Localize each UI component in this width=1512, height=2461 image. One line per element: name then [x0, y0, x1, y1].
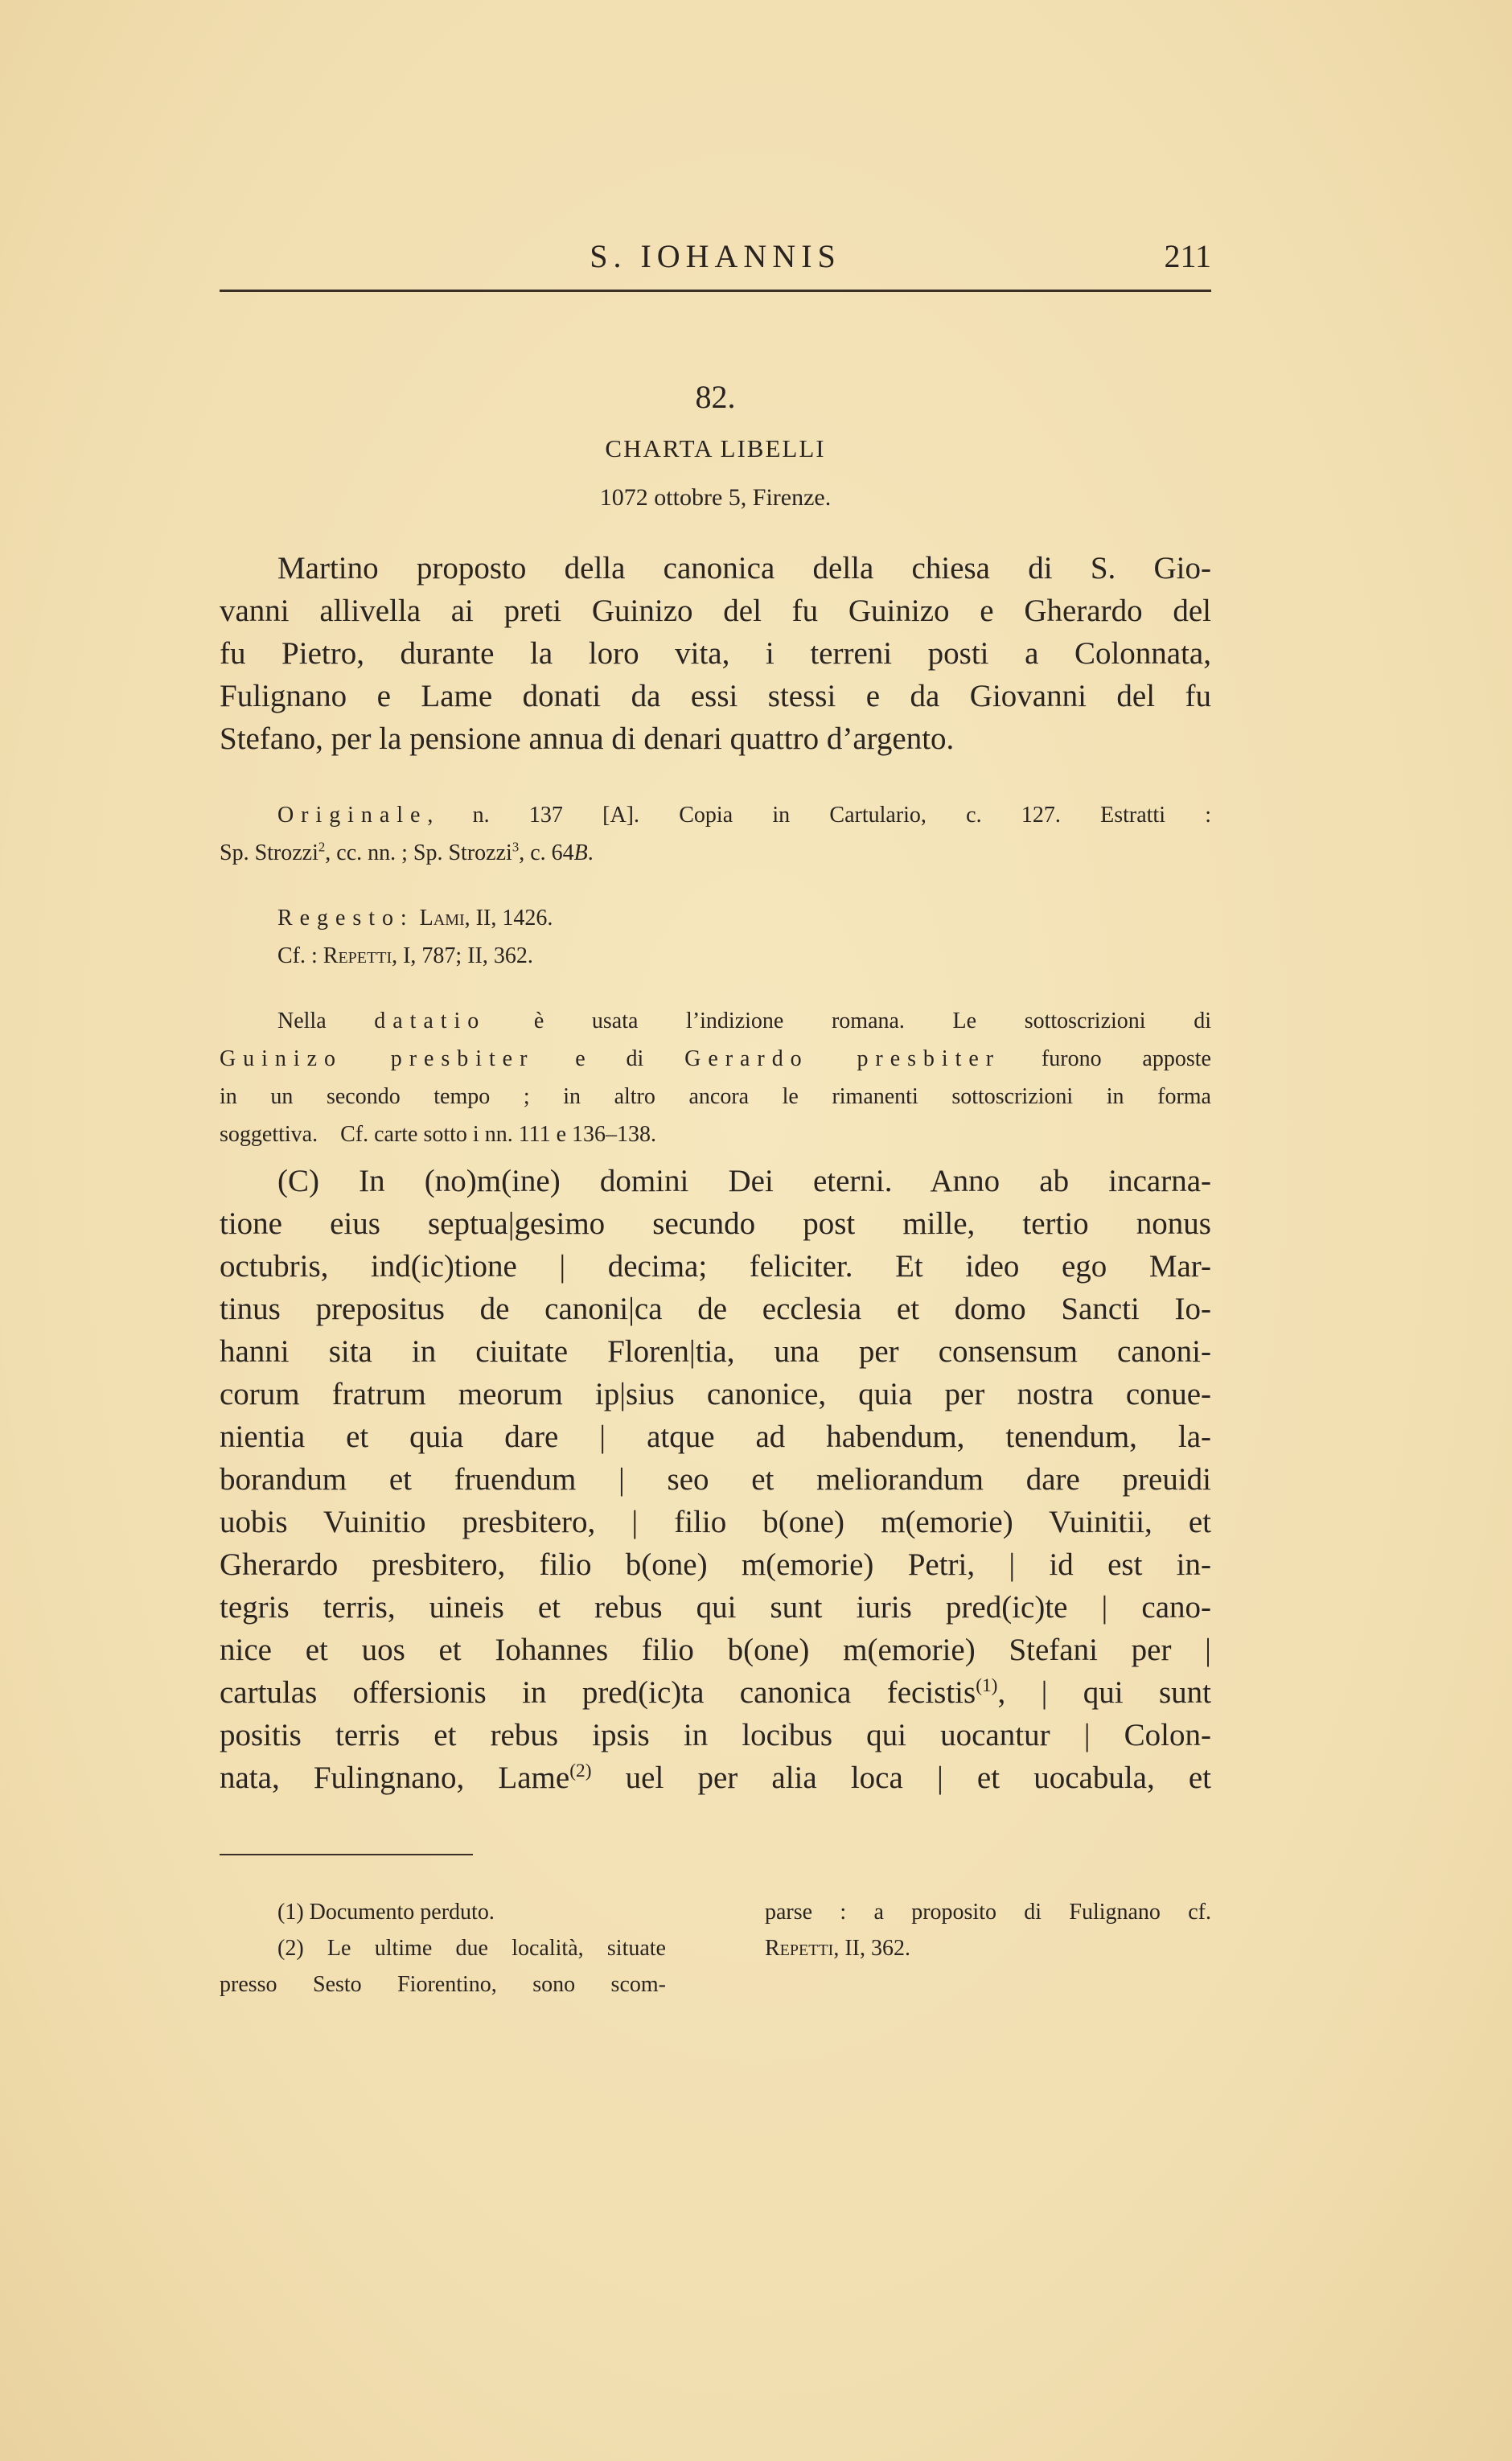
text-line — [220, 1330, 1211, 1373]
text-segment: uel per alia loca | et uocabula, et — [591, 1760, 1212, 1795]
text-segment: Regesto: — [277, 906, 414, 931]
text-segment: . — [587, 840, 594, 865]
text-line — [220, 1671, 1211, 1714]
text-segment: Fulignano e Lame donati da essi stessi e da Giovanni del fu — [220, 679, 1211, 713]
text-segment: (C) In (no)m(ine) domini Dei eterni. Anno ab incarna- — [277, 1164, 1211, 1198]
text-line — [220, 675, 1211, 717]
page-number: 211 — [1164, 238, 1211, 274]
text-segment: nata, Fulingnano, Lame — [220, 1760, 570, 1795]
text-line — [220, 1586, 1211, 1629]
text-segment: parse : a proposito di Fulignano cf. — [765, 1900, 1211, 1925]
footnotes-left-column — [220, 1894, 666, 2003]
text-line — [220, 1160, 1211, 1202]
text-segment: Sp. Strozzi — [220, 840, 318, 865]
text-line — [220, 1202, 1211, 1245]
text-line — [220, 1002, 1211, 1040]
text-segment: (1) Documento perduto. — [277, 1900, 495, 1925]
document-number: 82. — [695, 379, 736, 415]
text-segment — [414, 906, 420, 931]
text-line — [220, 547, 1211, 590]
summary-paragraph — [220, 547, 1211, 760]
text-segment: , I, 787; II, 362. — [392, 943, 533, 968]
text-line — [220, 590, 1211, 632]
text-segment: B — [573, 840, 588, 865]
text-line — [220, 1040, 1211, 1078]
text-segment: octubris, ind(ic)tione | decima; feliciter. Et ideo ego Mar- — [220, 1249, 1211, 1284]
header-rule — [220, 290, 1211, 292]
text-segment: Guinizo presbiter — [220, 1046, 535, 1071]
text-segment: Nella — [277, 1009, 375, 1033]
text-line — [220, 796, 1211, 834]
footnote-rule — [220, 1854, 473, 1855]
text-segment: e di — [534, 1046, 685, 1071]
text-line — [220, 899, 1211, 937]
text-line — [220, 1373, 1211, 1415]
text-segment: hanni sita in ciuitate Floren|tia, una per consensum canoni- — [220, 1334, 1211, 1369]
text-segment: Gherardo presbitero, filio b(one) m(emorie) Petri, | id est in- — [220, 1547, 1211, 1582]
document-date: 1072 ottobre 5, Firenze. — [599, 484, 832, 511]
text-segment: uobis Vuinitio presbitero, | filio b(one) m(emorie) Vuinitii, et — [220, 1505, 1211, 1539]
text-segment: (2) Le ultime due località, situate — [277, 1936, 666, 1961]
text-segment: tione eius septua|gesimo secundo post mille, tertio nonus — [220, 1206, 1211, 1241]
text-line — [765, 1930, 1211, 1966]
text-segment: Originale — [277, 803, 428, 828]
text-segment: è usata l’indizione romana. Le sottoscrizioni di — [486, 1009, 1211, 1033]
text-segment: Repetti — [323, 943, 392, 968]
text-line — [220, 937, 1211, 975]
archival-notes — [220, 796, 1211, 1153]
text-segment: tegris terris, uineis et rebus qui sunt iuris pred(ic)te | cano- — [220, 1590, 1211, 1625]
text-segment: fu Pietro, durante la loro vita, i terreni posti a Colonnata, — [220, 636, 1211, 671]
footnote-ref: 2 — [318, 839, 326, 855]
text-line — [220, 1894, 666, 1930]
text-line — [220, 1930, 666, 1966]
text-segment: , II, 1426. — [464, 906, 553, 931]
text-segment: Repetti — [765, 1936, 834, 1961]
text-line — [220, 632, 1211, 675]
text-segment: Cf. : — [277, 943, 323, 968]
text-line — [765, 1894, 1211, 1930]
text-segment: furono apposte — [1000, 1046, 1211, 1071]
text-segment: nice et uos et Iohannes filio b(one) m(emorie) Stefani per | — [220, 1633, 1211, 1667]
text-segment: , c. 64 — [519, 840, 574, 865]
text-line — [220, 1288, 1211, 1330]
text-line — [220, 1756, 1211, 1799]
text-segment: cartulas offersionis in pred(ic)ta canonica fecistis — [220, 1675, 976, 1710]
text-segment: , cc. nn. ; Sp. Strozzi — [325, 840, 512, 865]
footnotes-right-column — [765, 1894, 1211, 1966]
spacer — [220, 975, 1211, 1002]
text-line — [220, 1543, 1211, 1586]
text-segment: nientia et quia dare | atque ad habendum, tenendum, la- — [220, 1419, 1211, 1454]
text-segment: datatio — [374, 1009, 487, 1033]
page-header — [220, 237, 1211, 277]
text-segment: Stefano, per la pensione annua di denari quattro d’argento. — [220, 721, 955, 756]
footnote-ref: (2) — [569, 1760, 592, 1781]
footnote-ref: (1) — [976, 1675, 998, 1696]
running-title: S. IOHANNIS — [590, 238, 841, 274]
text-segment: positis terris et rebus ipsis in locibus qui uocantur | Colon- — [220, 1718, 1211, 1752]
text-segment: in un secondo tempo ; in altro ancora le rimanenti sottoscrizioni in forma — [220, 1084, 1211, 1109]
text-segment: Gerardo presbiter — [684, 1046, 1001, 1071]
text-segment: , II, 362. — [833, 1936, 910, 1961]
text-line — [220, 1078, 1211, 1115]
text-segment: , | qui sunt — [997, 1675, 1211, 1710]
text-line — [220, 1458, 1211, 1501]
text-segment: corum fratrum meorum ip|sius canonice, quia per nostra conue- — [220, 1377, 1211, 1411]
text-segment: , n. 137 [A]. Copia in Cartulario, c. 127. Estratti : — [427, 803, 1211, 828]
text-segment: Lami — [419, 906, 465, 931]
text-line — [220, 1501, 1211, 1543]
text-line — [220, 1245, 1211, 1288]
text-segment: presso Sesto Fiorentino, sono scom- — [220, 1972, 666, 1997]
text-segment: Martino proposto della canonica della chiesa di S. Gio- — [277, 551, 1211, 585]
text-segment: borandum et fruendum | seo et meliorandum dare preuidi — [220, 1462, 1211, 1497]
spacer — [220, 872, 1211, 899]
text-line — [220, 834, 1211, 872]
text-line — [220, 1966, 666, 2003]
text-line — [220, 1415, 1211, 1458]
text-line — [220, 1714, 1211, 1756]
document-title: CHARTA LIBELLI — [605, 434, 826, 462]
footnote-ref: 3 — [512, 839, 520, 855]
text-line — [220, 1629, 1211, 1671]
charter-text — [220, 1160, 1211, 1799]
text-line — [220, 1115, 1211, 1153]
text-segment: vanni allivella ai preti Guinizo del fu Guinizo e Gherardo del — [220, 594, 1211, 628]
text-line — [220, 717, 1211, 760]
text-segment: tinus prepositus de canoni|ca de ecclesia et domo Sancti Io- — [220, 1292, 1211, 1326]
text-segment: soggettiva. Cf. carte sotto i nn. 111 e 136–138. — [220, 1122, 657, 1147]
